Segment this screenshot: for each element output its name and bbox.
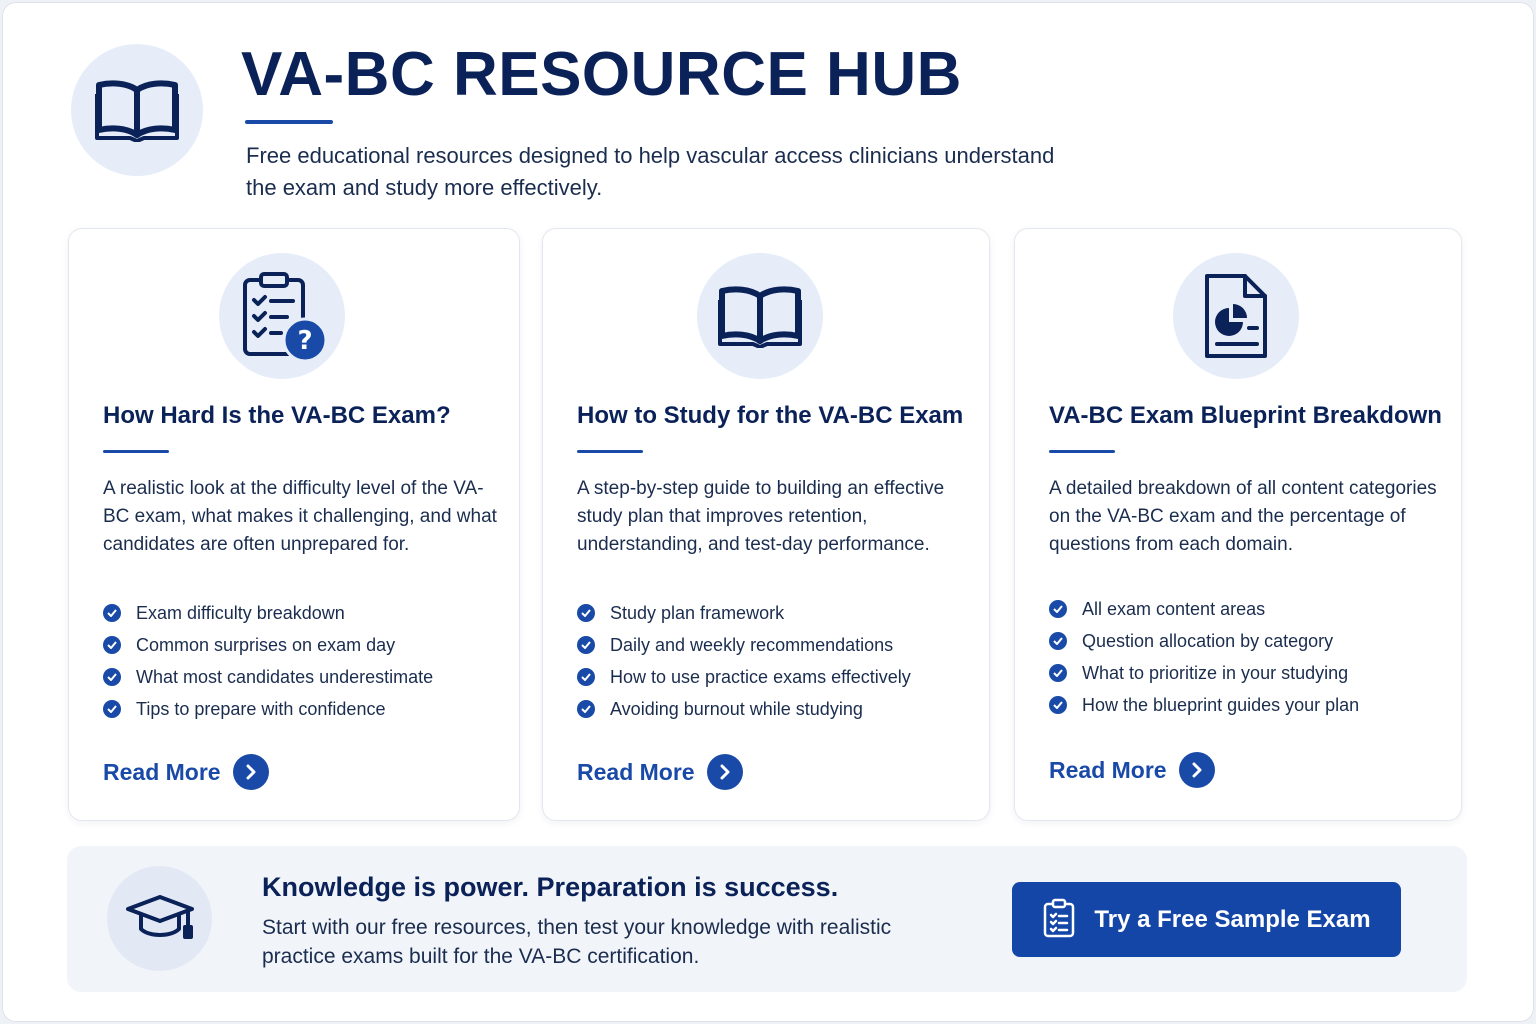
card-bullet-list	[577, 597, 911, 725]
list-item	[103, 597, 433, 629]
bullet-label: Question allocation by category	[1082, 630, 1334, 651]
open-book-icon	[697, 253, 823, 379]
bullet-label: Avoiding burnout while studying	[610, 698, 863, 719]
card-title-underline	[577, 450, 643, 453]
banner-title: Knowledge is power. Preparation is success.	[262, 872, 839, 902]
document-chart-icon	[1173, 253, 1299, 379]
check-circle-icon	[577, 636, 595, 654]
bullet-label: What most candidates underestimate	[136, 666, 434, 687]
check-circle-icon	[103, 700, 121, 718]
card-description: A realistic look at the difficulty level of the VA-BC exam, what makes it challenging, and what candidates are often unprepared for.	[103, 478, 497, 555]
card-description: A step-by-step guide to building an effective study plan that improves retention, understanding, and test-day performance.	[577, 478, 945, 555]
list-item	[1049, 625, 1359, 657]
read-more-link[interactable]	[577, 754, 743, 790]
read-more-label: Read More	[1049, 756, 1167, 783]
check-circle-icon	[577, 668, 595, 686]
list-item	[577, 693, 911, 725]
banner-text: Start with our free resources, then test your knowledge with realistic practice exams built for the VA-BC certification.	[262, 916, 892, 968]
check-circle-icon	[1049, 632, 1067, 650]
open-book-icon	[71, 44, 203, 176]
check-circle-icon	[103, 668, 121, 686]
bullet-label: Study plan framework	[610, 602, 785, 623]
bullet-label: Daily and weekly recommendations	[610, 634, 894, 655]
read-more-link[interactable]	[103, 754, 269, 790]
card-bullet-list	[103, 597, 433, 725]
check-circle-icon	[103, 604, 121, 622]
chevron-right-icon[interactable]	[233, 754, 269, 790]
title-underline	[245, 120, 333, 124]
list-item	[1049, 689, 1359, 721]
bullet-label: Exam difficulty breakdown	[136, 602, 345, 623]
card-title: How to Study for the VA-BC Exam	[577, 402, 964, 429]
clipboard-list-icon	[1042, 898, 1076, 941]
clipboard-question-icon	[219, 253, 345, 379]
list-item	[103, 629, 433, 661]
chevron-right-icon[interactable]	[707, 754, 743, 790]
check-circle-icon	[103, 636, 121, 654]
cta-label: Try a Free Sample Exam	[1094, 905, 1371, 933]
try-free-sample-exam-button[interactable]	[1012, 882, 1401, 957]
bullet-label: What to prioritize in your studying	[1082, 662, 1349, 683]
list-item	[1049, 593, 1359, 625]
card-title: How Hard Is the VA-BC Exam?	[103, 402, 451, 429]
read-more-label: Read More	[577, 758, 695, 785]
list-item	[577, 661, 911, 693]
page-subtitle: Free educational resources designed to help vascular access clinicians understand the exam and study more effectively.	[246, 143, 1055, 200]
bullet-label: How the blueprint guides your plan	[1082, 694, 1360, 715]
list-item	[103, 693, 433, 725]
svg-text:?: ?	[297, 326, 313, 356]
chevron-right-icon[interactable]	[1179, 752, 1215, 788]
read-more-label: Read More	[103, 758, 221, 785]
check-circle-icon	[577, 700, 595, 718]
check-circle-icon	[1049, 664, 1067, 682]
list-item	[577, 597, 911, 629]
list-item	[577, 629, 911, 661]
check-circle-icon	[1049, 696, 1067, 714]
list-item	[1049, 657, 1359, 689]
card-bullet-list	[1049, 593, 1359, 721]
page-title: VA-BC RESOURCE HUB	[241, 40, 962, 109]
card-title-underline	[1049, 450, 1115, 453]
resource-card-study	[542, 228, 990, 821]
check-circle-icon	[1049, 600, 1067, 618]
card-title: VA-BC Exam Blueprint Breakdown	[1049, 402, 1442, 429]
cta-banner	[67, 846, 1467, 992]
read-more-link[interactable]	[1049, 752, 1215, 788]
bullet-label: Common surprises on exam day	[136, 634, 396, 655]
card-description: A detailed breakdown of all content categories on the VA-BC exam and the percentage of questions from each domain.	[1049, 478, 1437, 555]
bullet-label: Tips to prepare with confidence	[136, 698, 386, 719]
resource-card-blueprint	[1014, 228, 1462, 821]
bullet-label: How to use practice exams effectively	[610, 666, 911, 687]
page-frame	[2, 2, 1534, 1022]
bullet-label: All exam content areas	[1082, 598, 1266, 619]
resource-card-difficulty	[68, 228, 520, 821]
check-circle-icon	[577, 604, 595, 622]
graduation-cap-icon	[107, 866, 212, 971]
card-title-underline	[103, 450, 169, 453]
list-item	[103, 661, 433, 693]
